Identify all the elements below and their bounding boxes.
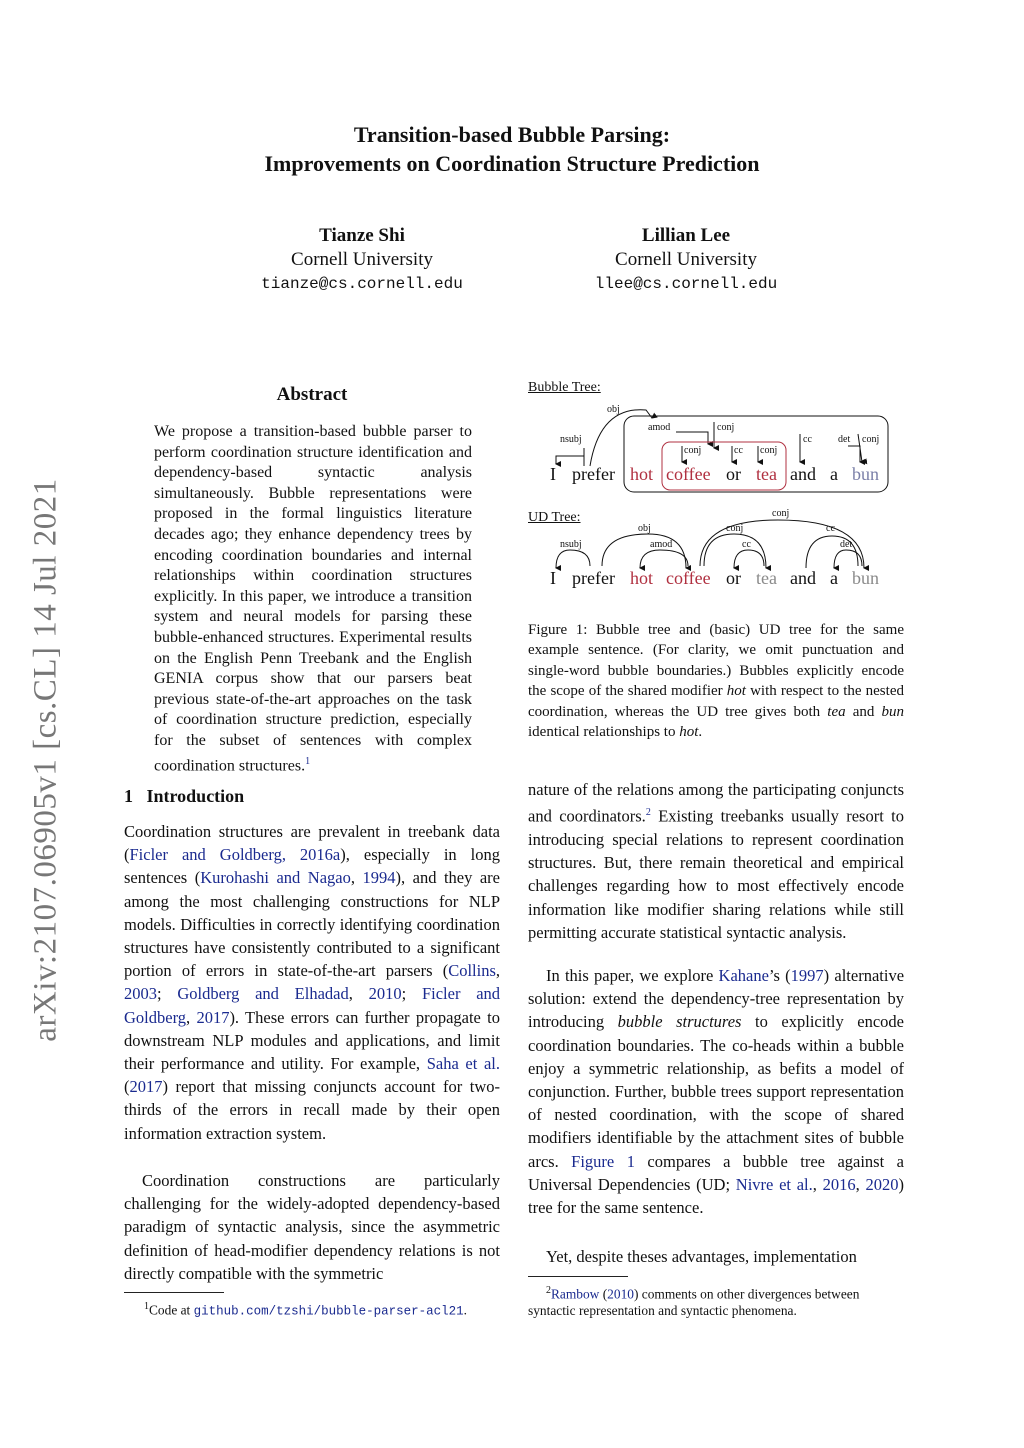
word-and: and <box>790 464 816 484</box>
author-affiliation: Cornell University <box>615 249 757 270</box>
ud-word-a: a <box>830 568 838 588</box>
code-link[interactable]: github.com/tzshi/bubble-parser-acl21 <box>193 1304 464 1319</box>
word-or: or <box>726 464 741 484</box>
word-a: a <box>830 464 838 484</box>
intro-paragraph-2: Coordination constructions are particularly challenging for the widely-adopted dependency-based paradigm of syntactic analysis, since the asymmetric definition of head-modifier dependency relations is not directly compatible with the symmetric <box>124 1171 500 1283</box>
word-tea: tea <box>756 464 777 484</box>
arc-obj <box>590 410 652 466</box>
title-line-1: Transition-based Bubble Parsing: <box>353 122 671 147</box>
arc-label-det: det <box>838 434 851 445</box>
author-2 <box>536 224 836 296</box>
ud-arc-label-conj-top: conj <box>772 508 790 519</box>
ud-word-bun: bun <box>852 568 879 588</box>
ud-arc-label-det: det <box>840 539 853 550</box>
ud-word-prefer: prefer <box>572 568 615 588</box>
arc-label-conj-tea: conj <box>760 445 778 456</box>
citation-year[interactable]: 2017 <box>129 1077 163 1097</box>
figure-caption: Figure 1: Bubble tree and (basic) UD tree for the same example sentence. (For clarity, we omit punctuation and single-word bubble boundaries.) Bubbles explicitly encode the scope of the shared modifier hot with respect to the nested coordination, whereas the UD tree gives both tea and bun identical relationships to hot. <box>528 622 904 741</box>
citation[interactable]: Nivre et al. <box>735 1174 813 1194</box>
citation-year[interactable]: 2020 <box>865 1174 899 1194</box>
word-prefer: prefer <box>572 464 615 484</box>
ud-arc-label-conj-tea: conj <box>726 523 744 534</box>
ud-word-I: I <box>550 568 556 588</box>
citation-year[interactable]: 1994 <box>362 868 396 888</box>
ud-word-tea: tea <box>756 568 777 588</box>
arc-label-obj: obj <box>607 404 620 415</box>
ud-word-hot: hot <box>630 568 654 588</box>
arxiv-id: arXiv:2107.06905v1 [cs.CL] 14 Jul 2021 <box>27 478 64 1042</box>
arc-label-conj-outer: conj <box>717 422 735 433</box>
citation[interactable]: Goldberg and Elhadad <box>177 984 349 1004</box>
footnote-rule <box>124 1292 224 1293</box>
author-affiliation: Cornell University <box>291 249 433 270</box>
bubble-tree-label: Bubble Tree: <box>528 380 601 395</box>
arc-label-cc-and: cc <box>803 434 812 445</box>
word-I: I <box>550 464 556 484</box>
author-email[interactable]: llee@cs.cornell.edu <box>594 275 778 293</box>
ud-arc-label-cc: cc <box>826 523 835 534</box>
citation-year[interactable]: 2010 <box>368 984 402 1004</box>
right-paragraph-2: In this paper, we explore Kahane’s (1997) alternative solution: extend the dependency-tree representation by introducing bubble structures to explicitly encode coordination boundaries. The co-heads within a bubble enjoy a symmetric relationship, as befits a model of conjunction. Further, bubble trees support representation of nested coordination, with the scope of shared modifiers identifiable by the attachment sites of bubble arcs. Figure 1 compares a bubble tree against a Universal Dependencies (UD; Nivre et al., 2016, 2020) tree for the same sentence. <box>528 966 905 1218</box>
arc-label-amod: amod <box>648 422 671 433</box>
word-bun: bun <box>852 464 879 484</box>
ud-word-coffee: coffee <box>666 568 711 588</box>
ud-word-or: or <box>726 568 741 588</box>
footnote-rule-2 <box>528 1276 628 1277</box>
citation-year[interactable]: 2010 <box>607 1286 634 1302</box>
figure-1-diagram <box>528 396 898 596</box>
ud-arc-label-cc-or: cc <box>742 539 751 550</box>
right-paragraph-3: Yet, despite theses advantages, implementation <box>546 1247 857 1266</box>
title-line-2: Improvements on Coordination Structure Prediction <box>264 151 760 176</box>
figure-reference[interactable]: Figure 1 <box>571 1151 635 1171</box>
ud-arc-label-obj: obj <box>638 523 651 534</box>
author-1 <box>212 224 512 296</box>
arc-label-cc: cc <box>734 445 743 456</box>
section-heading: 1 Introduction <box>124 786 245 806</box>
word-coffee: coffee <box>666 464 711 484</box>
citation[interactable]: Saha et al. <box>426 1054 500 1074</box>
right-paragraph-1: nature of the relations among the participating conjuncts and coordinators.$^2$ Existing treebanks usually resort to introducing special relations to represent coordination structures. But, there remain theoretical and empirical challenges regarding how to most effectively encode information like modifier sharing relations while still permitting accurate statistical syntactic analysis. <box>528 780 904 942</box>
footnote-mark[interactable]: 2 <box>645 807 651 819</box>
citation-year[interactable]: 2017 <box>196 1007 230 1027</box>
arxiv-sidebar <box>18 460 74 1060</box>
citation-year[interactable]: 1997 <box>790 966 824 985</box>
arc-label-conj-inner: conj <box>684 445 702 456</box>
footnote-1: $^1$Code at github.com/tzshi/bubble-parser-acl21. <box>144 1301 468 1319</box>
citation[interactable]: Kahane <box>718 966 769 985</box>
author-email[interactable]: tianze@cs.cornell.edu <box>261 275 463 293</box>
citation[interactable]: Collins <box>448 961 496 981</box>
citation[interactable]: Ficler and Goldberg, 2016a <box>129 845 341 865</box>
ud-arc-label-amod: amod <box>650 539 673 550</box>
ud-tree-label: UD Tree: <box>528 510 581 525</box>
citation[interactable]: Ficler and Goldberg <box>124 984 501 1027</box>
author-name: Tianze Shi <box>319 225 405 246</box>
ud-word-and: and <box>790 568 816 588</box>
citation[interactable]: Kurohashi and Nagao <box>200 868 351 888</box>
footnote-mark[interactable]: 1 <box>305 755 311 767</box>
ud-arc-label-nsubj: nsubj <box>560 539 582 550</box>
abstract-text: We propose a transition-based bubble parser to perform coordination structure identification and dependency-based syntactic analysis simultaneously. Bubble representations were proposed in the formal linguistics literature decades ago; they enhance dependency trees by encoding coordination boundaries and internal relationships within coordination structures explicitly. In this paper, we introduce a transition system and neural models for parsing these bubble-enhanced structures. Experimental results on the English Penn Treebank and the English GENIA corpus show that our parsers beat previous state-of-the-art approaches on the task of coordination structure prediction, especially for the subset of sentences with complex coordination structures.$^1$ <box>154 423 472 774</box>
citation-year[interactable]: 2016 <box>822 1174 856 1194</box>
footnote-2: $^2$Rambow (2010) comments on other divergences between syntactic representation and syntactic phenomena. <box>528 1285 860 1319</box>
word-hot: hot <box>630 464 654 484</box>
arc-label-nsubj: nsubj <box>560 434 582 445</box>
citation[interactable]: Rambow <box>551 1286 600 1302</box>
author-name: Lillian Lee <box>641 225 731 246</box>
citation-year[interactable]: 2003 <box>124 984 157 1004</box>
intro-paragraph-1: Coordination structures are prevalent in treebank data (Ficler and Goldberg, 2016a), especially in long sentences (Kurohashi and Nagao, 1994), and they are among the most challenging constructions for NLP models. Difficulties in correctly identifying coordination structures have consistently contributed to a significant portion of errors in state-of-the-art parsers (Collins, 2003; Goldberg and Elhadad, 2010; Ficler and Goldberg, 2017). These errors can further propagate to downstream NLP modules and applications, and limit their performance and utility. For example, Saha et al. (2017) report that missing conjuncts account for two-thirds of the errors in recall made by their open information extraction system. <box>124 822 501 1143</box>
abstract-heading: Abstract <box>276 384 348 405</box>
arc-label-conj-bun: conj <box>862 434 880 445</box>
paper-title <box>150 120 874 178</box>
